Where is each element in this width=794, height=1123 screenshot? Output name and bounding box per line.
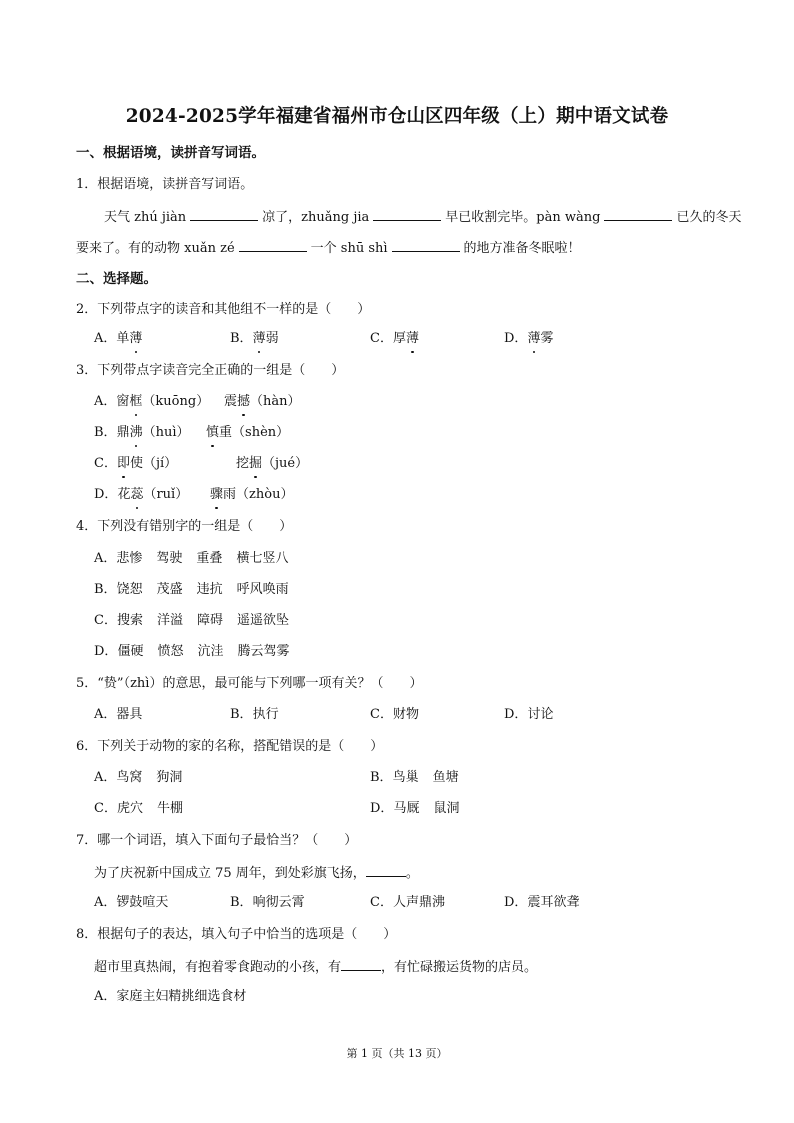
q5-stem: 5．“贽”（zhì）的意思，最可能与下列哪一项有关？（ ） [76,676,423,691]
q8-stem: 8．根据句子的表达，填入句子中恰当的选项是（ ） [76,927,397,942]
q4-option-a[interactable]: A．悲惨 驾驶 重叠 横七竖八 [94,551,289,566]
q1-stem: 1．根据语境，读拼音写词语。 [76,177,254,192]
q5-option-b[interactable]: B．执行 [230,707,279,722]
q1-passage-line-2: 要来了。有的动物 xuǎn zé 一个 shū shì 的地方准备冬眠啦！ [76,238,581,258]
q4-option-b[interactable]: B．饶恕 茂盛 违抗 呼风唤雨 [94,582,289,597]
q3-option-b[interactable]: B．鼎沸（huì） [94,425,190,440]
answer-blank[interactable] [341,957,381,971]
q8-option-a[interactable]: A．家庭主妇精挑细选食材 [94,989,247,1004]
q7-option-a[interactable]: A．锣鼓喧天 [94,895,169,910]
q2-option-a[interactable]: A．单薄 [94,331,143,346]
answer-blank[interactable] [392,238,460,252]
q3-option-b-word-2: 慎重（shèn） [206,425,290,440]
q3-option-d[interactable]: D．花蕊（ruǐ） [94,487,189,502]
q5-option-a[interactable]: A．器具 [94,707,143,722]
q1-passage-line-1: 天气 zhú jiàn 凉了，zhuǎng jia 早已收割完毕。pàn wàng 已久的冬天 [104,207,741,227]
q7-option-b[interactable]: B．响彻云霄 [230,895,305,910]
q7-option-d[interactable]: D．震耳欲聋 [504,895,580,910]
answer-blank[interactable] [604,207,672,221]
q3-option-a[interactable]: A．窗框（kuōng） [94,394,210,409]
q8-sentence: 超市里真热闹，有抱着零食跑动的小孩，有 ，有忙碌搬运货物的店员。 [94,957,537,977]
q4-stem: 4．下列没有错别字的一组是（ ） [76,519,293,534]
answer-blank[interactable] [190,207,258,221]
answer-blank[interactable] [239,238,307,252]
section-1-heading: 一、根据语境，读拼音写词语。 [76,145,265,161]
section-2-heading: 二、选择题。 [76,271,157,287]
answer-blank[interactable] [373,207,441,221]
q6-option-b[interactable]: B．鸟巢 鱼塘 [370,770,459,785]
q3-option-c[interactable]: C．即使（jí） [94,456,178,471]
page-footer: 第 1 页（共 13 页） [346,1047,448,1060]
q2-option-d[interactable]: D．薄雾 [504,331,554,346]
q7-option-c[interactable]: C．人声鼎沸 [370,895,445,910]
q2-option-c[interactable]: C．厚薄 [370,331,419,346]
q3-option-d-word-2: 骤雨（zhòu） [210,487,294,502]
q3-option-c-word-2: 挖掘（jué） [236,456,309,471]
q6-stem: 6．下列关于动物的家的名称，搭配错误的是（ ） [76,739,384,754]
q6-option-a[interactable]: A．鸟窝 狗洞 [94,770,183,785]
q6-option-d[interactable]: D．马厩 鼠洞 [370,801,460,816]
q2-stem: 2．下列带点字的读音和其他组不一样的是（ ） [76,302,371,317]
exam-title: 2024-2025学年福建省福州市仓山区四年级（上）期中语文试卷 [125,106,669,127]
q7-sentence: 为了庆祝新中国成立 75 周年，到处彩旗飞扬， 。 [94,863,419,883]
q4-option-d[interactable]: D．僵硬 愤怒 沆洼 腾云驾雾 [94,644,290,659]
q6-option-c[interactable]: C．虎穴 牛棚 [94,801,183,816]
q5-option-c[interactable]: C．财物 [370,707,419,722]
q3-option-a-word-2: 震撼（hàn） [224,394,301,409]
q3-stem: 3．下列带点字读音完全正确的一组是（ ） [76,363,345,378]
q2-option-b[interactable]: B．薄弱 [230,331,279,346]
q7-stem: 7．哪一个词语，填入下面句子最恰当？（ ） [76,833,358,848]
answer-blank[interactable] [366,863,406,877]
q5-option-d[interactable]: D．讨论 [504,707,554,722]
q4-option-c[interactable]: C．搜索 洋溢 障碍 遥遥欲坠 [94,613,290,628]
